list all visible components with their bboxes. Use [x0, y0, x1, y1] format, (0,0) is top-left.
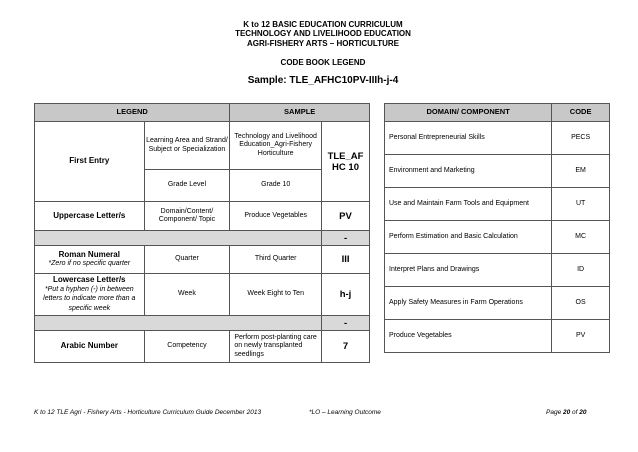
uppercase-legend: Uppercase Letter/s: [35, 202, 145, 231]
domain-name: Environment and Marketing: [385, 155, 552, 188]
code-header: CODE: [552, 104, 610, 122]
domain-table: [384, 103, 610, 353]
domain-name: Perform Estimation and Basic Calculation: [385, 221, 552, 254]
hyphen-code: -: [322, 316, 370, 331]
roman-code: III: [322, 246, 370, 274]
page-number: Page 20 of 20: [546, 409, 587, 416]
subject-title: TECHNOLOGY AND LIVELIHOOD EDUCATION: [235, 29, 411, 38]
curriculum-title: K to 12 BASIC EDUCATION CURRICULUM: [243, 20, 403, 29]
grade-level-value: Grade 10: [230, 170, 322, 202]
quarter-label: Quarter: [144, 246, 230, 274]
domain-header: DOMAIN/ COMPONENT: [385, 104, 552, 122]
arabic-number-legend: Arabic Number: [35, 331, 145, 363]
week-code: h-j: [322, 274, 370, 316]
roman-numeral-legend: Roman Numeral *Zero if no specific quarter: [35, 246, 145, 274]
domain-code: OS: [552, 287, 610, 320]
specialization-title: AGRI-FISHERY ARTS – HORTICULTURE: [246, 39, 399, 48]
sample-header: SAMPLE: [230, 104, 370, 122]
first-entry-label: First Entry: [35, 122, 145, 202]
uppercase-value: Produce Vegetables: [230, 202, 322, 231]
domain-name: Use and Maintain Farm Tools and Equipment: [385, 188, 552, 221]
domain-code: MC: [552, 221, 610, 254]
sample-code: Sample: TLE_AFHC10PV-IIIh-j-4: [247, 75, 399, 86]
separator-row: [35, 231, 322, 246]
hyphen-code: -: [322, 231, 370, 246]
domain-name: Personal Entrepreneurial Skills: [385, 122, 552, 155]
week-label: Week: [144, 274, 230, 316]
competency-label: Competency: [144, 331, 230, 363]
competency-code: 7: [322, 331, 370, 363]
first-entry-code: TLE_AF HC 10: [322, 122, 370, 202]
footer-document-title: K to 12 TLE Agri - Fishery Arts - Horticulture Curriculum Guide December 2013: [34, 409, 262, 416]
legend-header: LEGEND: [35, 104, 230, 122]
uppercase-label: Domain/Content/ Component/ Topic: [144, 202, 230, 231]
lowercase-legend: Lowercase Letter/s *Put a hyphen (-) in between letters to indicate more than a specific week: [35, 274, 145, 316]
domain-code: EM: [552, 155, 610, 188]
grade-level-label: Grade Level: [144, 170, 230, 202]
uppercase-code: PV: [322, 202, 370, 231]
domain-code: ID: [552, 254, 610, 287]
legend-table: [34, 103, 370, 363]
week-value: Week Eight to Ten: [230, 274, 322, 316]
domain-code: UT: [552, 188, 610, 221]
domain-name: Interpret Plans and Drawings: [385, 254, 552, 287]
domain-name: Apply Safety Measures in Farm Operations: [385, 287, 552, 320]
domain-code: PECS: [552, 122, 610, 155]
legend-title: CODE BOOK LEGEND: [280, 58, 366, 67]
domain-code: PV: [552, 320, 610, 353]
separator-row: [35, 316, 322, 331]
footer-note: *LO – Learning Outcome: [309, 409, 381, 416]
quarter-value: Third Quarter: [230, 246, 322, 274]
learning-area-value: Technology and Livelihood Education_Agri-Fishery Horticulture: [230, 122, 322, 170]
learning-area-label: Learning Area and Strand/ Subject or Specialization: [144, 122, 230, 170]
domain-name: Produce Vegetables: [385, 320, 552, 353]
competency-value: Perform post-planting care on newly transplanted seedlings: [230, 331, 322, 363]
